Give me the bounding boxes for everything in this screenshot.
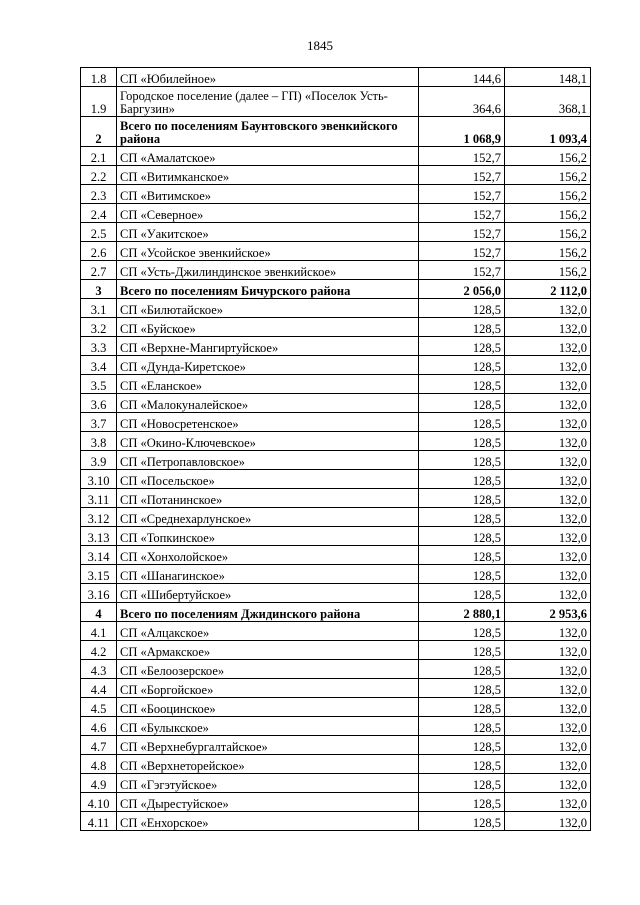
value-2-cell: 156,2	[505, 185, 591, 204]
row-number-cell: 3.5	[81, 375, 117, 394]
value-2-cell: 132,0	[505, 812, 591, 831]
row-number-cell: 2.3	[81, 185, 117, 204]
value-1-cell: 128,5	[419, 375, 505, 394]
row-number-cell: 3.1	[81, 299, 117, 318]
row-number-cell: 3.6	[81, 394, 117, 413]
value-2-cell: 132,0	[505, 337, 591, 356]
table-row	[81, 546, 591, 565]
settlement-name-cell: Городское поселение (далее – ГП) «Поселок Усть-Баргузин»	[117, 87, 419, 117]
row-number-cell: 2.1	[81, 147, 117, 166]
table-row	[81, 147, 591, 166]
table-row	[81, 261, 591, 280]
value-2-cell: 132,0	[505, 660, 591, 679]
value-2-cell: 156,2	[505, 166, 591, 185]
settlement-name-cell: СП «Окино-Ключевское»	[117, 432, 419, 451]
value-2-cell: 132,0	[505, 641, 591, 660]
value-2-cell: 132,0	[505, 698, 591, 717]
value-1-cell: 128,5	[419, 584, 505, 603]
settlement-name-cell: СП «Армакское»	[117, 641, 419, 660]
value-2-cell: 132,0	[505, 527, 591, 546]
settlement-name-cell: СП «Шанагинское»	[117, 565, 419, 584]
value-1-cell: 128,5	[419, 755, 505, 774]
value-2-cell: 156,2	[505, 147, 591, 166]
value-2-cell: 132,0	[505, 413, 591, 432]
value-2-cell: 132,0	[505, 394, 591, 413]
table-row	[81, 812, 591, 831]
row-number-cell: 2.5	[81, 223, 117, 242]
table-row	[81, 755, 591, 774]
row-number-cell: 3.9	[81, 451, 117, 470]
value-2-cell: 132,0	[505, 508, 591, 527]
value-2-cell: 132,0	[505, 356, 591, 375]
settlement-name-cell: СП «Усть-Джилиндинское эвенкийское»	[117, 261, 419, 280]
value-2-cell: 132,0	[505, 793, 591, 812]
row-number-cell: 4.11	[81, 812, 117, 831]
settlement-name-cell: СП «Уакитское»	[117, 223, 419, 242]
value-1-cell: 128,5	[419, 356, 505, 375]
value-1-cell: 152,7	[419, 185, 505, 204]
settlement-name-cell: СП «Хонхолойское»	[117, 546, 419, 565]
settlement-name-cell: СП «Еланское»	[117, 375, 419, 394]
value-1-cell: 152,7	[419, 261, 505, 280]
settlement-name-cell: СП «Новосретенское»	[117, 413, 419, 432]
settlement-name-cell: СП «Бооцинское»	[117, 698, 419, 717]
table-row	[81, 565, 591, 584]
row-number-cell: 4.5	[81, 698, 117, 717]
table-row	[81, 299, 591, 318]
value-2-cell: 132,0	[505, 318, 591, 337]
value-2-cell: 132,0	[505, 432, 591, 451]
value-1-cell: 128,5	[419, 565, 505, 584]
table-row	[81, 736, 591, 755]
table-row	[81, 68, 591, 87]
table-row	[81, 679, 591, 698]
row-number-cell: 4.9	[81, 774, 117, 793]
table-row	[81, 660, 591, 679]
table-total-row	[81, 280, 591, 299]
value-2-cell: 156,2	[505, 261, 591, 280]
row-number-cell: 3.14	[81, 546, 117, 565]
value-1-cell: 128,5	[419, 318, 505, 337]
settlement-name-cell: СП «Топкинское»	[117, 527, 419, 546]
settlement-name-cell: Всего по поселениям Баунтовского эвенкийского района	[117, 117, 419, 147]
settlements-table	[80, 67, 591, 831]
value-2-cell: 156,2	[505, 223, 591, 242]
table-row	[81, 337, 591, 356]
settlement-name-cell: СП «Буйское»	[117, 318, 419, 337]
value-1-cell: 152,7	[419, 147, 505, 166]
table-row	[81, 242, 591, 261]
value-2-cell: 132,0	[505, 546, 591, 565]
settlement-name-cell: СП «Шибертуйское»	[117, 584, 419, 603]
table-row	[81, 774, 591, 793]
table-row	[81, 641, 591, 660]
row-number-cell: 3.2	[81, 318, 117, 337]
table-row	[81, 451, 591, 470]
row-number-cell: 4.4	[81, 679, 117, 698]
table-row	[81, 698, 591, 717]
value-1-cell: 128,5	[419, 432, 505, 451]
row-number-cell: 3.11	[81, 489, 117, 508]
value-1-cell: 152,7	[419, 166, 505, 185]
settlement-name-cell: СП «Усойское эвенкийское»	[117, 242, 419, 261]
value-2-cell: 132,0	[505, 679, 591, 698]
settlement-name-cell: СП «Алцакское»	[117, 622, 419, 641]
value-1-cell: 128,5	[419, 470, 505, 489]
value-2-cell: 2 953,6	[505, 603, 591, 622]
row-number-cell: 1.8	[81, 68, 117, 87]
table-row	[81, 87, 591, 117]
table-row	[81, 584, 591, 603]
value-1-cell: 128,5	[419, 717, 505, 736]
settlement-name-cell: СП «Булыкское»	[117, 717, 419, 736]
value-1-cell: 128,5	[419, 660, 505, 679]
settlement-name-cell: СП «Потанинское»	[117, 489, 419, 508]
settlement-name-cell: СП «Енхорское»	[117, 812, 419, 831]
row-number-cell: 4.10	[81, 793, 117, 812]
value-1-cell: 152,7	[419, 204, 505, 223]
row-number-cell: 2.2	[81, 166, 117, 185]
row-number-cell: 3.7	[81, 413, 117, 432]
settlement-name-cell: СП «Петропавловское»	[117, 451, 419, 470]
row-number-cell: 2.6	[81, 242, 117, 261]
settlement-name-cell: СП «Среднехарлунское»	[117, 508, 419, 527]
settlement-name-cell: Всего по поселениям Джидинского района	[117, 603, 419, 622]
value-1-cell: 364,6	[419, 87, 505, 117]
table-row	[81, 413, 591, 432]
value-2-cell: 132,0	[505, 565, 591, 584]
row-number-cell: 3	[81, 280, 117, 299]
table-row	[81, 470, 591, 489]
table-row	[81, 394, 591, 413]
row-number-cell: 4.6	[81, 717, 117, 736]
value-1-cell: 128,5	[419, 622, 505, 641]
table-row	[81, 204, 591, 223]
table-row	[81, 622, 591, 641]
value-2-cell: 156,2	[505, 242, 591, 261]
row-number-cell: 3.12	[81, 508, 117, 527]
value-1-cell: 128,5	[419, 698, 505, 717]
table-row	[81, 356, 591, 375]
value-2-cell: 132,0	[505, 736, 591, 755]
row-number-cell: 4.7	[81, 736, 117, 755]
value-2-cell: 132,0	[505, 451, 591, 470]
value-2-cell: 2 112,0	[505, 280, 591, 299]
settlement-name-cell: СП «Юбилейное»	[117, 68, 419, 87]
row-number-cell: 2	[81, 117, 117, 147]
settlement-name-cell: СП «Верхнебургалтайское»	[117, 736, 419, 755]
value-2-cell: 132,0	[505, 584, 591, 603]
value-1-cell: 128,5	[419, 508, 505, 527]
row-number-cell: 4.2	[81, 641, 117, 660]
settlement-name-cell: Всего по поселениям Бичурского района	[117, 280, 419, 299]
table-total-row	[81, 603, 591, 622]
table-row	[81, 375, 591, 394]
value-1-cell: 128,5	[419, 451, 505, 470]
settlement-name-cell: СП «Северное»	[117, 204, 419, 223]
settlement-name-cell: СП «Витимканское»	[117, 166, 419, 185]
row-number-cell: 3.8	[81, 432, 117, 451]
row-number-cell: 3.4	[81, 356, 117, 375]
value-1-cell: 128,5	[419, 793, 505, 812]
value-2-cell: 132,0	[505, 299, 591, 318]
table-row	[81, 793, 591, 812]
value-2-cell: 156,2	[505, 204, 591, 223]
row-number-cell: 3.16	[81, 584, 117, 603]
settlement-name-cell: СП «Билютайское»	[117, 299, 419, 318]
value-1-cell: 128,5	[419, 641, 505, 660]
value-1-cell: 128,5	[419, 413, 505, 432]
settlement-name-cell: СП «Верхне-Мангиртуйское»	[117, 337, 419, 356]
row-number-cell: 3.13	[81, 527, 117, 546]
value-1-cell: 128,5	[419, 337, 505, 356]
value-2-cell: 148,1	[505, 68, 591, 87]
value-1-cell: 2 880,1	[419, 603, 505, 622]
table-row	[81, 527, 591, 546]
value-1-cell: 128,5	[419, 527, 505, 546]
table-row	[81, 717, 591, 736]
settlement-name-cell: СП «Амалатское»	[117, 147, 419, 166]
table-body	[81, 68, 591, 831]
table-row	[81, 432, 591, 451]
value-2-cell: 368,1	[505, 87, 591, 117]
table-row	[81, 166, 591, 185]
value-1-cell: 152,7	[419, 242, 505, 261]
value-1-cell: 2 056,0	[419, 280, 505, 299]
value-1-cell: 128,5	[419, 489, 505, 508]
value-2-cell: 132,0	[505, 717, 591, 736]
settlement-name-cell: СП «Белоозерское»	[117, 660, 419, 679]
value-1-cell: 128,5	[419, 394, 505, 413]
value-1-cell: 128,5	[419, 736, 505, 755]
settlement-name-cell: СП «Посельское»	[117, 470, 419, 489]
value-2-cell: 132,0	[505, 774, 591, 793]
value-1-cell: 128,5	[419, 546, 505, 565]
settlement-name-cell: СП «Гэгэтуйское»	[117, 774, 419, 793]
value-1-cell: 1 068,9	[419, 117, 505, 147]
value-2-cell: 132,0	[505, 375, 591, 394]
row-number-cell: 1.9	[81, 87, 117, 117]
value-2-cell: 132,0	[505, 489, 591, 508]
row-number-cell: 3.10	[81, 470, 117, 489]
settlement-name-cell: СП «Боргойское»	[117, 679, 419, 698]
row-number-cell: 2.4	[81, 204, 117, 223]
settlement-name-cell: СП «Дунда-Киретское»	[117, 356, 419, 375]
row-number-cell: 4.8	[81, 755, 117, 774]
table-row	[81, 318, 591, 337]
value-1-cell: 128,5	[419, 679, 505, 698]
row-number-cell: 4.1	[81, 622, 117, 641]
value-1-cell: 128,5	[419, 812, 505, 831]
table-row	[81, 489, 591, 508]
value-2-cell: 1 093,4	[505, 117, 591, 147]
settlement-name-cell: СП «Малокуналейское»	[117, 394, 419, 413]
settlement-name-cell: СП «Дырестуйское»	[117, 793, 419, 812]
page-number: 1845	[307, 38, 333, 53]
value-1-cell: 144,6	[419, 68, 505, 87]
table-row	[81, 185, 591, 204]
value-2-cell: 132,0	[505, 755, 591, 774]
row-number-cell: 4.3	[81, 660, 117, 679]
table-row	[81, 508, 591, 527]
row-number-cell: 4	[81, 603, 117, 622]
row-number-cell: 2.7	[81, 261, 117, 280]
row-number-cell: 3.3	[81, 337, 117, 356]
table-row	[81, 223, 591, 242]
value-1-cell: 128,5	[419, 299, 505, 318]
row-number-cell: 3.15	[81, 565, 117, 584]
value-2-cell: 132,0	[505, 470, 591, 489]
table-total-row	[81, 117, 591, 147]
value-1-cell: 152,7	[419, 223, 505, 242]
settlement-name-cell: СП «Витимское»	[117, 185, 419, 204]
value-2-cell: 132,0	[505, 622, 591, 641]
value-1-cell: 128,5	[419, 774, 505, 793]
settlement-name-cell: СП «Верхнеторейское»	[117, 755, 419, 774]
